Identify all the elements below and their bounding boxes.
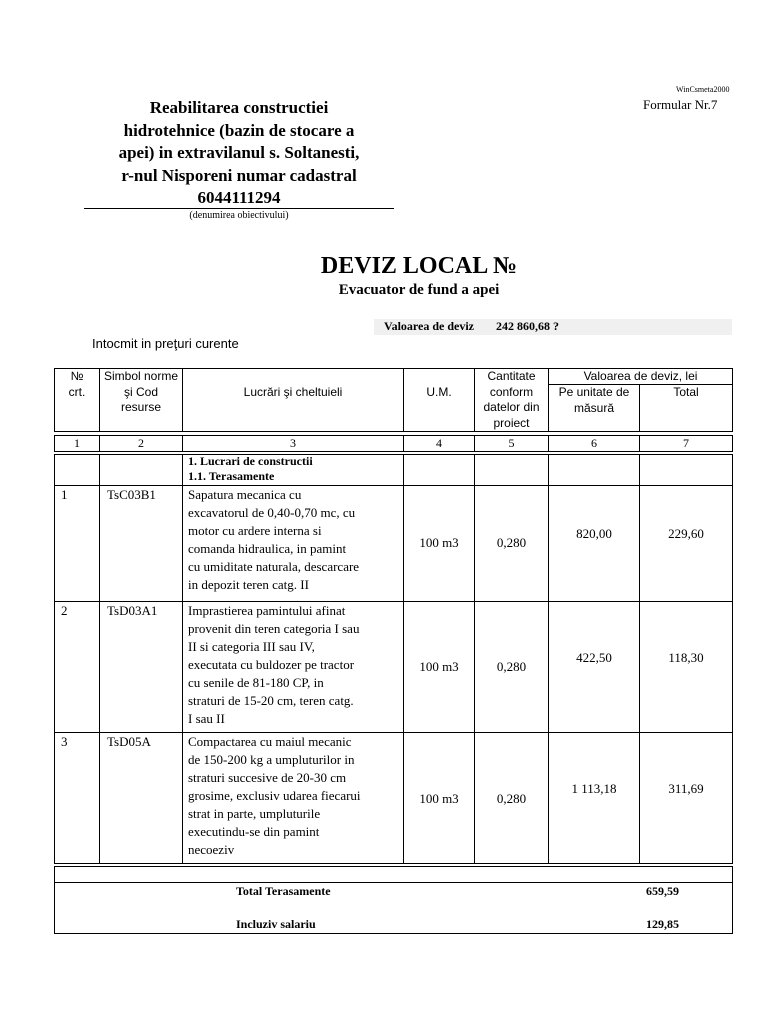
- table-row: [639, 732, 733, 864]
- row-um: 100 m3: [419, 659, 459, 674]
- section-cell: [548, 454, 640, 486]
- row-description: [188, 602, 359, 728]
- desc-line: Sapatura mecanica cu: [188, 487, 302, 502]
- salary-label: Incluziv salariu: [236, 917, 316, 931]
- header-um: U.M.: [426, 385, 452, 399]
- table-row: [54, 732, 100, 864]
- table-row: [548, 601, 640, 733]
- row-description: [188, 486, 359, 594]
- document-title: DEVIZ LOCAL №: [320, 253, 518, 279]
- table-row: [548, 732, 640, 864]
- section-cell: [54, 454, 100, 486]
- header-cantitate-line: conform: [489, 384, 534, 399]
- row-unit-price: 820,00: [576, 526, 612, 541]
- total-value: 659,59: [646, 884, 679, 898]
- value-amount: 242 860,68 ?: [496, 319, 559, 333]
- colnum-7: 7: [683, 436, 689, 450]
- section-title: 1. Lucrari de constructii: [188, 454, 313, 468]
- row-description: [188, 733, 361, 859]
- table-row: [54, 601, 100, 733]
- desc-line: executata cu buldozer pe tractor: [188, 657, 355, 672]
- object-title-line: hidrotehnice (bazin de stocare a: [123, 120, 355, 140]
- totals-box: [54, 882, 733, 934]
- object-title-line: r-nul Nisporeni numar cadastral: [121, 165, 357, 185]
- row-qty: 0,280: [496, 659, 527, 674]
- header-cantitate: [474, 369, 549, 431]
- row-um: 100 m3: [419, 535, 459, 550]
- row-um: 100 m3: [419, 791, 459, 806]
- header-valoare: Valoarea de deviz, lei: [583, 369, 698, 383]
- object-title: [84, 97, 394, 210]
- total-label: Total Terasamente: [236, 884, 331, 898]
- row-unit-price: 1 113,18: [571, 781, 617, 796]
- header-simbol-line: şi Cod: [123, 384, 158, 399]
- section-cell: [403, 454, 475, 486]
- row-total: 118,30: [668, 650, 704, 665]
- value-label: Valoarea de deviz: [384, 319, 474, 333]
- software-label: WinCsmeta2000: [676, 85, 730, 94]
- salary-value: 129,85: [646, 917, 679, 931]
- desc-line: de 150-200 kg a umpluturilor in: [188, 752, 355, 767]
- object-title-line: 6044111294: [197, 188, 281, 207]
- desc-line: cu senile de 81-180 CP, in: [188, 675, 324, 690]
- desc-line: straturi de 15-20 cm, teren catg.: [188, 693, 354, 708]
- row-nr: 2: [61, 603, 68, 618]
- desc-line: strat in parte, umpluturile: [188, 806, 321, 821]
- row-nr: 1: [61, 487, 68, 502]
- colnum-4: 4: [436, 436, 442, 450]
- prices-note: Intocmit in preţuri curente: [92, 336, 239, 351]
- desc-line: I sau II: [188, 711, 225, 726]
- table-row: [548, 485, 640, 602]
- header-nr-line: crt.: [68, 384, 86, 399]
- header-lucrari: Lucrări şi cheltuieli: [243, 385, 343, 399]
- row-code: TsD03A1: [107, 603, 158, 618]
- header-nr: [54, 369, 100, 400]
- table-row: [99, 732, 183, 864]
- header-cantitate-line: Cantitate: [487, 369, 536, 383]
- header-total: Total: [673, 385, 699, 399]
- object-caption: (denumirea obiectivului): [189, 210, 289, 221]
- header-cantitate-line: proiect: [493, 415, 530, 430]
- header-cantitate-line: datelor din: [483, 400, 540, 414]
- colnum-6: 6: [591, 436, 597, 450]
- table-row: [639, 601, 733, 733]
- desc-line: Imprastierea pamintului afinat: [188, 603, 346, 618]
- header-simbol: [99, 369, 183, 416]
- desc-line: grosime, exclusiv udarea fiecarui: [188, 788, 361, 803]
- desc-line: cu umiditate naturala, descarcare: [188, 559, 360, 574]
- section-cell: [99, 454, 183, 486]
- row-nr: 3: [61, 734, 68, 749]
- document-subtitle: Evacuator de fund a apei: [338, 282, 500, 298]
- desc-line: motor cu ardere interna si: [188, 523, 322, 538]
- header-simbol-line: Simbol norme: [103, 369, 179, 383]
- desc-line: provenit din teren categoria I sau: [188, 621, 360, 636]
- header-simbol-line: resurse: [120, 400, 161, 414]
- subsection-title: 1.1. Terasamente: [188, 469, 275, 483]
- colnum-5: 5: [508, 436, 515, 450]
- object-title-line: Reabilitarea constructiei: [149, 98, 329, 117]
- totals-spacer-row: [54, 866, 733, 883]
- desc-line: straturi succesive de 20-30 cm: [188, 770, 347, 785]
- header-unitate: [548, 385, 640, 416]
- row-unit-price: 422,50: [576, 650, 612, 665]
- table-row: [99, 601, 183, 733]
- section-cell: [474, 454, 549, 486]
- header-nr-line: №: [70, 369, 84, 383]
- row-qty: 0,280: [496, 535, 527, 550]
- object-title-line: apei) in extravilanul s. Soltanesti,: [118, 143, 360, 162]
- colnum-2: 2: [138, 436, 144, 450]
- header-unitate-line: Pe unitate de: [558, 385, 630, 399]
- row-code: TsC03B1: [107, 487, 156, 502]
- desc-line: in depozit teren catg. II: [188, 577, 309, 592]
- desc-line: comanda hidraulica, in pamint: [188, 541, 347, 556]
- desc-line: Compactarea cu maiul mecanic: [188, 734, 352, 749]
- desc-line: excavatorul de 0,40-0,70 mc, cu: [188, 505, 356, 520]
- header-unitate-line: măsură: [573, 400, 614, 415]
- table-row: [639, 485, 733, 602]
- row-qty: 0,280: [496, 791, 527, 806]
- row-total: 229,60: [668, 526, 704, 541]
- object-underline: [84, 208, 394, 209]
- desc-line: necoeziv: [188, 842, 235, 857]
- colnum-1: 1: [74, 436, 80, 450]
- section-cell: [639, 454, 733, 486]
- row-code: TsD05A: [107, 734, 151, 749]
- desc-line: II si categoria III sau IV,: [188, 639, 315, 654]
- form-number: Formular Nr.7: [643, 97, 718, 112]
- row-total: 311,69: [668, 781, 704, 796]
- desc-line: executindu-se din pamint: [188, 824, 320, 839]
- colnum-3: 3: [290, 436, 296, 450]
